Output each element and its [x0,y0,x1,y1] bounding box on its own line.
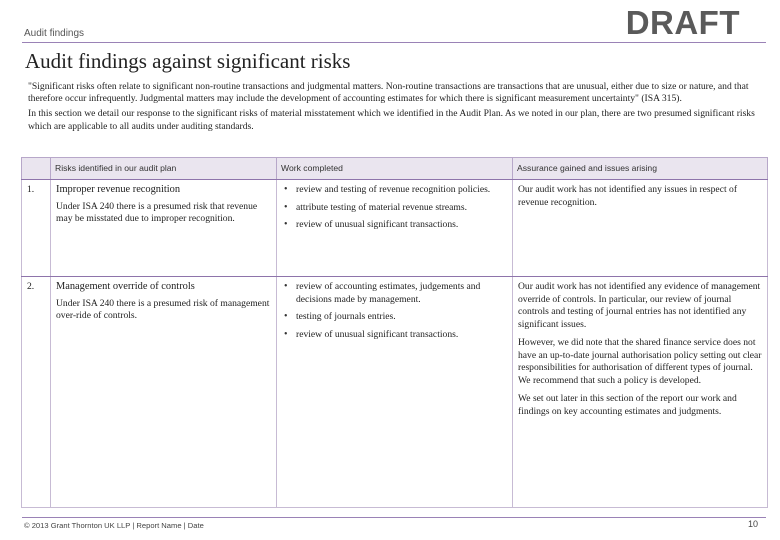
work-list [282,281,507,341]
header-assurance: Assurance gained and issues arising [513,158,768,180]
page-title: Audit findings against significant risks [25,49,351,73]
work-list [282,184,507,232]
work-cell [277,180,513,277]
intro-quote: "Significant risks often relate to significant non-routine transactions and judgmental matters. Non-routine transactions are transactions that are unusual, either due to size or nature, and that therefore occur infrequently. Judgmental matters may include the development of accounting estimates for which there is significant measurement uncertainty" (ISA 315). [28,81,749,105]
header-divider [22,42,766,43]
work-cell [277,277,513,508]
assurance-text: Our audit work has not identified any issues in respect of revenue recognition. [518,184,738,208]
assurance-cell [513,277,768,508]
section-label: Audit findings [24,28,85,39]
table-row [22,277,768,508]
intro-text [28,81,756,136]
footer-divider [22,517,766,518]
risk-description: Under ISA 240 there is a presumed risk of management over-ride of controls. [56,297,270,321]
assurance-text: Our audit work has not identified any evidence of management override of controls. In particular, our review of journal controls and testing of journal entries has not identified any significant issues. [518,281,761,330]
risk-title: Improper revenue recognition [56,184,181,195]
assurance-cell [513,180,768,277]
risk-cell [51,180,277,277]
list-item: • attribute testing of material revenue streams. [282,202,507,215]
header-work: Work completed [277,158,513,180]
assurance-text: However, we did note that the shared finance service does not have an up-to-date journal authorisation policy setting out clear responsibilities for authorisation of different types of journal. We recommend that such a policy is developed. [518,337,762,386]
draft-watermark: DRAFT [625,4,740,41]
list-item: • review of unusual significant transactions. [282,329,507,342]
header-risks: Risks identified in our audit plan [51,158,277,180]
list-item: • review of unusual significant transactions. [282,219,507,232]
list-item: • review and testing of revenue recognition policies. [282,184,507,197]
list-item: • review of accounting estimates, judgements and decisions made by management. [282,281,507,306]
risk-title: Management override of controls [56,281,195,292]
table-row [22,180,768,277]
header-number [22,158,51,180]
table-header-row [22,158,768,180]
assurance-text: We set out later in this section of the report our work and findings on key accounting estimates and judgments. [518,393,737,417]
risk-description: Under ISA 240 there is a presumed risk that revenue may be misstated due to improper recognition. [56,200,258,224]
risk-cell [51,277,277,508]
list-item: • testing of journals entries. [282,311,507,324]
page-number: 10 [747,519,758,529]
footer-text: © 2013 Grant Thornton UK LLP | Report Name | Date [24,521,204,530]
row-number: 2. [22,277,51,508]
row-number: 1. [22,180,51,277]
findings-table [21,157,768,508]
intro-paragraph: In this section we detail our response to the significant risks of material misstatement which we identified in the Audit Plan. As we noted in our plan, there are two presumed significant risks which are applicable to all audits under auditing standards. [28,108,755,132]
